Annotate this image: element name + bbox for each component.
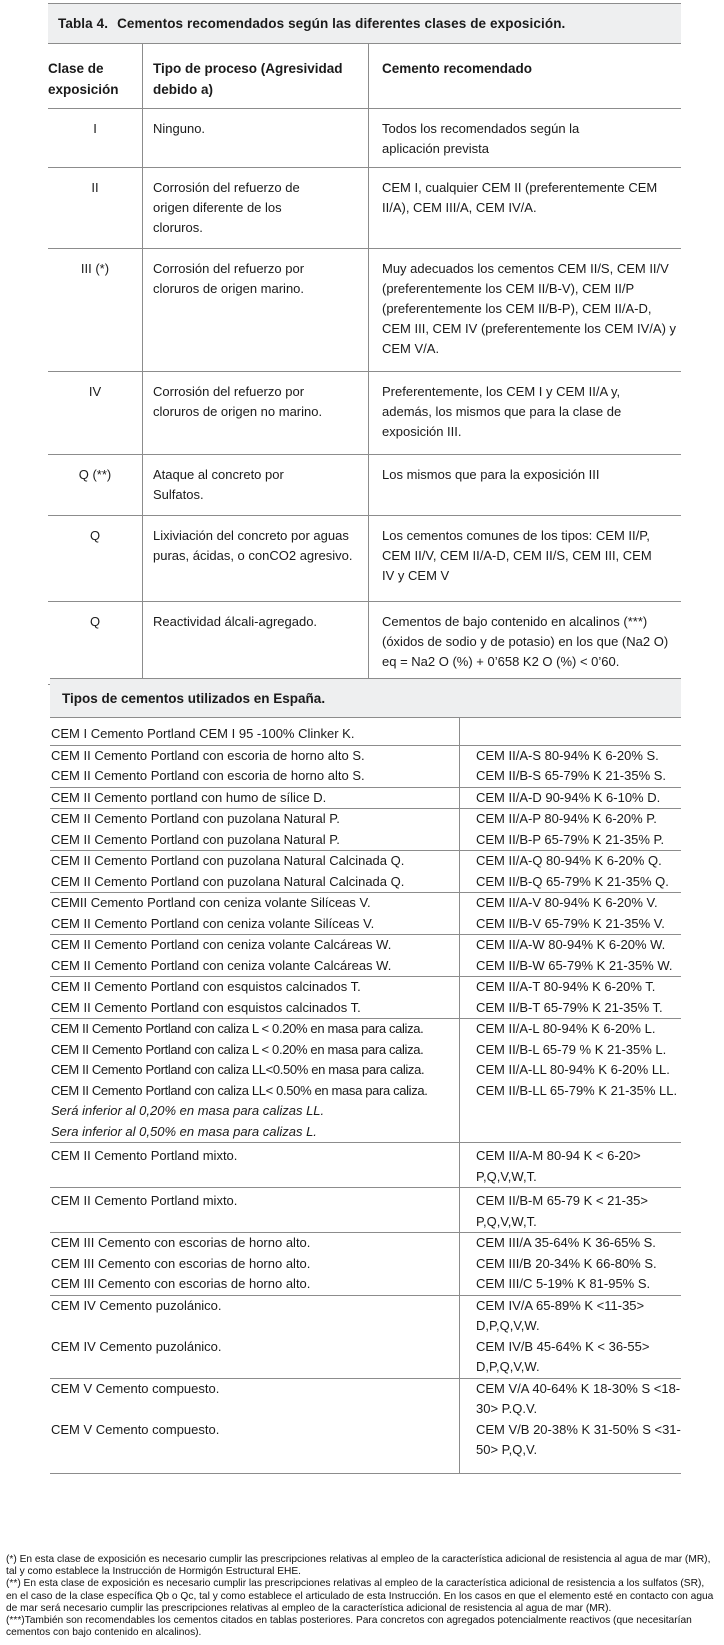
cement-composition-cell (460, 935, 681, 976)
cement-description-cell (50, 1233, 460, 1295)
cement-description: CEM II Cemento Portland con ceniza volante Silíceas V. (51, 915, 375, 931)
table-row (48, 455, 681, 516)
cell-clase: II (48, 168, 143, 248)
cement-group-row (50, 977, 681, 1019)
cement-composition: D,P,Q,V,W. (476, 1318, 540, 1333)
cement-description: CEM III Cemento con escorias de horno alto. (51, 1235, 311, 1250)
cement-composition: CEM II/B-Q 65-79% K 21-35% Q. (476, 873, 669, 889)
cement-composition: D,P,Q,V,W. (476, 1359, 540, 1374)
cement-description (51, 1316, 459, 1337)
cement-composition-cell (460, 1296, 681, 1378)
cement-description: CEM II Cemento Portland con ceniza volante Calcáreas W. (51, 937, 392, 952)
cement-description-cell (50, 977, 460, 1018)
cell-clase: Q (48, 516, 143, 601)
cement-composition: CEM II/A-Q 80-94% K 6-20% Q. (476, 853, 662, 868)
cement-composition: CEM II/A-L 80-94% K 6-20% L. (476, 1021, 656, 1036)
cement-group-row (50, 718, 681, 746)
cell-cemento: Muy adecuados los cementos CEM II/S, CEM II/V (preferentemente los CEM II/B-V), CEM II/P (preferentemente los CEM II/B-P), CEM II/A-D, CEM III, CEM IV (preferentemente los CEM IV/A) y CEM V/A. (382, 261, 677, 356)
cement-group-row (50, 851, 681, 893)
cement-composition-cell (460, 1019, 681, 1142)
cement-composition: CEM V/A 40-64% K 18-30% S <18- (476, 1380, 681, 1396)
cell-clase: I (48, 109, 143, 167)
footnote: (***)También son recomendables los cementos citados en tablas posteriores. Para concretos con agregados potencialmente reactivos (que necesitarían cementos con bajo contenido en alcalinos). (6, 1615, 692, 1639)
cement-description: CEM II Cemento Portland con escoria de horno alto S. (51, 768, 365, 783)
cement-description-cell (50, 935, 460, 976)
cement-composition: P,Q,V,W,T. (476, 1213, 537, 1229)
cement-description (51, 1399, 459, 1420)
cement-description: CEM II Cemento Portland con puzolana Natural P. (51, 811, 340, 826)
cement-description (51, 1440, 459, 1461)
table-4 (48, 3, 681, 685)
cement-composition: CEM II/B-V 65-79% K 21-35% V. (476, 915, 665, 931)
cement-composition: CEM II/B-S 65-79% K 21-35% S. (476, 768, 667, 783)
table-row (48, 168, 681, 249)
cell-clase: Q (**) (48, 455, 143, 515)
cement-description: CEM I Cemento Portland CEM I 95 -100% Clinker K. (51, 726, 355, 741)
table-row (48, 249, 681, 372)
cement-composition-cell (460, 1143, 681, 1187)
cement-description-cell (50, 718, 460, 745)
cell-proceso: Reactividad álcali-agregado. (143, 602, 369, 684)
cement-description: CEM II Cemento Portland con caliza L < 0.20% en masa para caliza. (51, 1021, 424, 1036)
cell-cemento: Todos los recomendados según la aplicación prevista (382, 121, 580, 156)
cell-proceso: Corrosión del refuerzo por cloruros de origen no marino. (143, 372, 369, 454)
cement-composition-cell (460, 788, 681, 809)
cement-composition-cell (460, 893, 681, 934)
cement-description-cell (50, 1143, 460, 1187)
header-cemento: Cemento recomendado (382, 61, 533, 76)
cement-description-cell (50, 1296, 460, 1378)
cement-types-title: Tipos de cementos utilizados en España. (50, 678, 681, 718)
cement-description: CEM III Cemento con escorias de horno alto. (51, 1276, 311, 1291)
cement-description: CEM II Cemento Portland con ceniza volante Calcáreas W. (51, 957, 392, 973)
cement-composition-cell (460, 1233, 681, 1295)
cell-cemento: CEM I, cualquier CEM II (preferentemente CEM II/A), CEM III/A, CEM IV/A. (382, 180, 658, 215)
cement-types-table (50, 678, 681, 1474)
cement-group-row (50, 1188, 681, 1233)
cell-cemento: Los mismos que para la exposición III (382, 467, 600, 482)
table-row (48, 372, 681, 455)
cell-proceso: Corrosión del refuerzo por cloruros de origen marino. (143, 249, 369, 371)
cement-composition-cell (460, 1188, 681, 1232)
cement-composition: CEM III/B 20-34% K 66-80% S. (476, 1255, 657, 1271)
cement-description-cell (50, 1188, 460, 1232)
cement-composition: CEM III/C 5-19% K 81-95% S. (476, 1276, 651, 1291)
cement-description: CEM II Cemento Portland con puzolana Natural Calcinada Q. (51, 853, 405, 868)
footnotes (6, 1554, 718, 1639)
cement-note: Sera inferior al 0,50% en masa para calizas L. (51, 1123, 317, 1139)
cement-description: CEM III Cemento con escorias de horno alto. (51, 1255, 311, 1271)
table-title: Cementos recomendados según las diferentes clases de exposición. (117, 16, 566, 31)
cement-composition: CEM II/B-P 65-79% K 21-35% P. (476, 831, 665, 847)
cement-description-cell (50, 788, 460, 809)
cement-description: CEM II Cemento Portland mixto. (51, 1193, 238, 1208)
table-number: Tabla 4. (58, 16, 109, 31)
cement-description: CEM II Cemento Portland con esquistos calcinados T. (51, 979, 361, 994)
cell-cemento: Cementos de bajo contenido en alcalinos (***) (óxidos de sodio y de potasio) en los que (Na2 O) eq = Na2 O (%) + 0’658 K2 O (%) < 0’60. (382, 614, 669, 669)
table-4-title (48, 3, 681, 44)
cell-proceso: Corrosión del refuerzo de origen diferente de los cloruros. (143, 168, 369, 248)
cement-group-row (50, 935, 681, 977)
footnote: (**) En esta clase de exposición es necesario cumplir las prescripciones relativas al empleo de la característica adicional de resistencia a los sulfatos (SR), en el caso de la clase específica Qb o Qc, tal y como establece el articulado de esta Instrucción. En los casos en que el elemento esté en contacto con agua de mar será necesario cumplir las prescripciones relativas al empleo de la característica adicional de resistencia al agua de mar (MR). (6, 1578, 714, 1614)
cement-description: CEM II Cemento Portland con caliza LL< 0.50% en masa para caliza. (51, 1082, 428, 1098)
cement-description-cell (50, 809, 460, 850)
cement-description-cell (50, 746, 460, 787)
cell-proceso: Ataque al concreto por Sulfatos. (143, 455, 369, 515)
cement-description: CEM II Cemento Portland con caliza LL<0.50% en masa para caliza. (51, 1062, 425, 1077)
cell-proceso: Lixiviación del concreto por aguas puras, ácidas, o conCO2 agresivo. (143, 516, 369, 601)
cement-description: CEM II Cemento Portland con esquistos calcinados T. (51, 999, 361, 1015)
cement-group-row (50, 1233, 681, 1296)
cement-description (51, 1357, 459, 1378)
cell-clase: III (*) (48, 249, 143, 371)
cement-composition: CEM II/B-T 65-79% K 21-35% T. (476, 999, 663, 1015)
table-header-row (48, 44, 681, 109)
cement-composition-cell (460, 746, 681, 787)
cement-description: CEM V Cemento compuesto. (51, 1421, 220, 1437)
cement-composition: CEM V/B 20-38% K 31-50% S <31- (476, 1421, 681, 1437)
cement-composition-cell (460, 1379, 681, 1473)
cement-composition: CEM II/B-M 65-79 K < 21-35> (476, 1193, 648, 1208)
cement-composition: CEM II/B-W 65-79% K 21-35% W. (476, 957, 673, 973)
header-proceso: Tipo de proceso (Agresividad debido a) (143, 44, 369, 108)
cell-clase: Q (48, 602, 143, 684)
cement-group-row (50, 893, 681, 935)
cement-description: CEM II Cemento portland con humo de sílice D. (51, 789, 327, 805)
footnote: (*) En esta clase de exposición es necesario cumplir las prescripciones relativas al empleo de la característica adicional de resistencia al agua de mar (MR), tal y como establece la Instrucción de Hormigón Estructural EHE. (6, 1554, 711, 1578)
cement-composition-cell (460, 718, 681, 745)
cement-description: CEMII Cemento Portland con ceniza volante Silíceas V. (51, 895, 371, 910)
cement-composition: P,Q,V,W,T. (476, 1168, 537, 1184)
cement-description: CEM II Cemento Portland mixto. (51, 1148, 238, 1163)
table-row (48, 109, 681, 168)
cement-composition: CEM II/A-D 90-94% K 6-10% D. (476, 789, 661, 805)
cement-composition: CEM II/A-LL 80-94% K 6-20% LL. (476, 1062, 670, 1077)
cement-composition: 50> P,Q,V. (476, 1442, 538, 1457)
cement-group-row (50, 1296, 681, 1379)
cement-group-row (50, 809, 681, 851)
cell-proceso: Ninguno. (143, 109, 369, 167)
cement-description-cell (50, 893, 460, 934)
cement-group-row (50, 746, 681, 788)
cement-composition: CEM IV/B 45-64% K < 36-55> (476, 1338, 650, 1354)
cement-description: CEM II Cemento Portland con puzolana Natural P. (51, 831, 340, 847)
cement-composition-cell (460, 851, 681, 892)
cement-composition: CEM II/B-L 65-79 % K 21-35% L. (476, 1041, 667, 1057)
cement-composition-cell (460, 809, 681, 850)
cement-description-cell (50, 1379, 460, 1473)
cement-group-row (50, 1019, 681, 1143)
cement-description: CEM II Cemento Portland con caliza L < 0.20% en masa para caliza. (51, 1041, 424, 1057)
cement-description: CEM II Cemento Portland con escoria de horno alto S. (51, 747, 365, 763)
cement-composition (476, 724, 681, 745)
cement-composition: CEM II/A-V 80-94% K 6-20% V. (476, 895, 658, 910)
cement-composition: 30> P.Q.V. (476, 1401, 538, 1416)
cement-description: CEM V Cemento compuesto. (51, 1380, 220, 1396)
cement-description: CEM IV Cemento puzolánico. (51, 1338, 222, 1354)
table-row (48, 516, 681, 602)
cement-note: Será inferior al 0,20% en masa para calizas LL. (51, 1103, 325, 1118)
cement-composition: CEM II/A-S 80-94% K 6-20% S. (476, 747, 659, 763)
cement-group-row (50, 1143, 681, 1188)
cement-composition-cell (460, 977, 681, 1018)
table-row (48, 602, 681, 685)
cement-composition: CEM II/A-W 80-94% K 6-20% W. (476, 937, 666, 952)
cement-composition: CEM II/A-M 80-94 K < 6-20> (476, 1148, 641, 1163)
cell-clase: IV (48, 372, 143, 454)
cement-composition: CEM IV/A 65-89% K <11-35> (476, 1297, 645, 1313)
cement-group-row (50, 1379, 681, 1474)
cement-composition: CEM II/A-T 80-94% K 6-20% T. (476, 979, 656, 994)
cement-description-cell (50, 1019, 460, 1142)
cement-description: CEM II Cemento Portland con puzolana Natural Calcinada Q. (51, 873, 405, 889)
cell-cemento: Preferentemente, los CEM I y CEM II/A y, además, los mismos que para la clase de exposición III. (382, 384, 622, 439)
cement-description-cell (50, 851, 460, 892)
cement-description: CEM IV Cemento puzolánico. (51, 1297, 222, 1313)
cement-composition: CEM III/A 35-64% K 36-65% S. (476, 1235, 656, 1250)
header-clase: Clase de exposición (48, 44, 143, 108)
cement-composition: CEM II/B-LL 65-79% K 21-35% LL. (476, 1082, 678, 1098)
cell-cemento: Los cementos comunes de los tipos: CEM II/P, CEM II/V, CEM II/A-D, CEM II/S, CEM III, CEM IV y CEM V (382, 528, 652, 583)
cement-group-row (50, 788, 681, 810)
cement-composition: CEM II/A-P 80-94% K 6-20% P. (476, 811, 657, 826)
